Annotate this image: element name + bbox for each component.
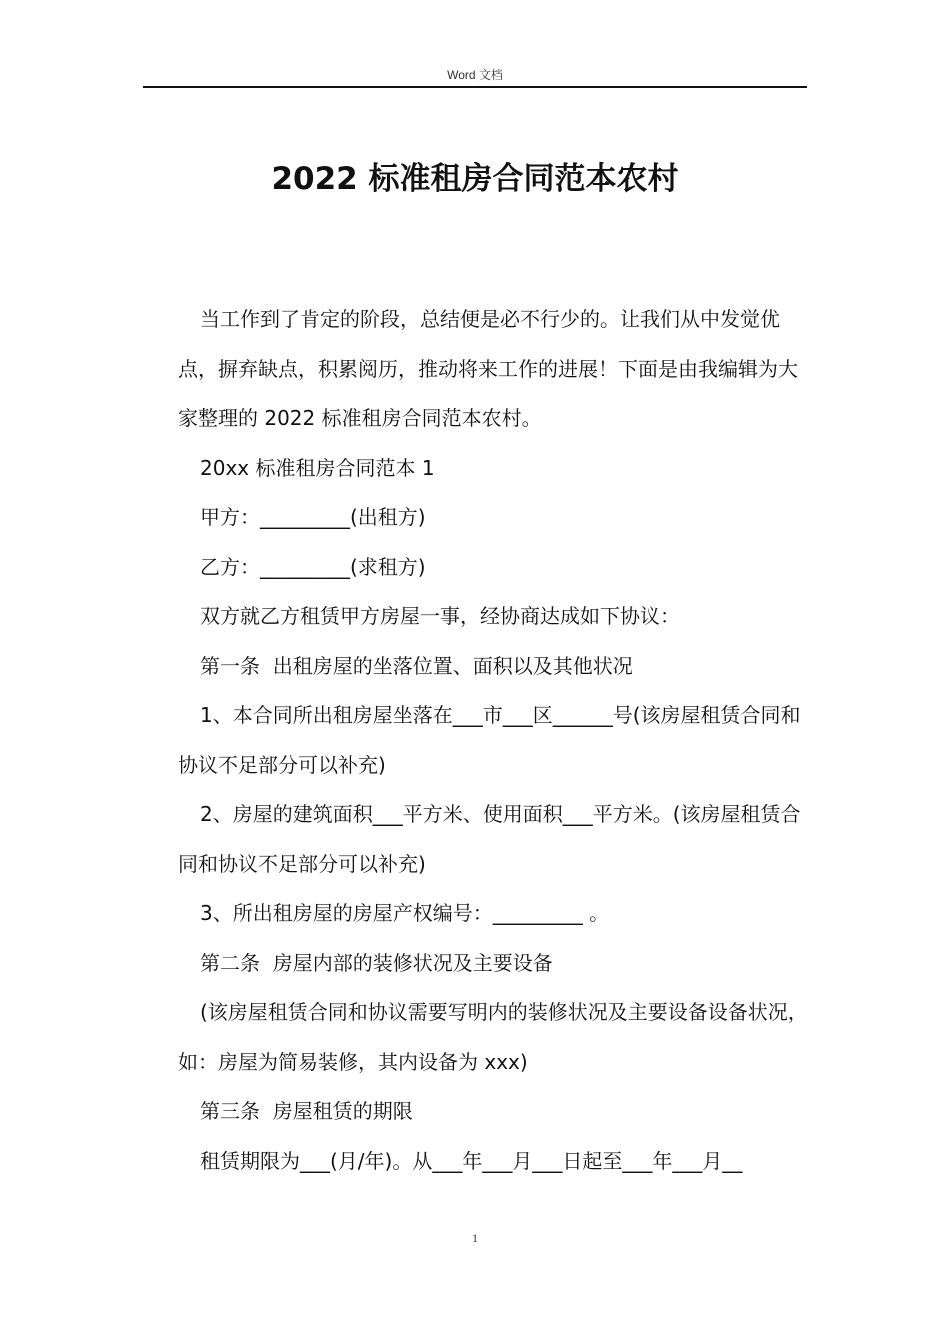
page-header-label: Word 文档 [447,68,503,82]
party-b-line: 乙方：_________(求租方) [200,554,426,579]
article-1-item-2: 2、房屋的建筑面积___平方米、使用面积___平方米。(该房屋租赁合同和协议不足部分可以补充) [178,802,801,876]
article-1-item-3: 3、所出租房屋的房屋产权编号：_________ 。 [200,901,610,925]
article-3-heading: 第三条 房屋租赁的期限 [200,1099,413,1123]
intro-paragraph: 当工作到了肯定的阶段，总结便是必不行少的。让我们从中发觉优点，摒弃缺点，积累阅历，推动将来工作的进展！下面是由我编辑为大家整理的 2022 标准租房合同范本农村。 [178,307,798,430]
article-1-item-1: 1、本合同所出租房屋坐落在___市___区______号(该房屋租赁合同和协议不足部分可以补充) [178,703,801,777]
header-divider [143,86,807,88]
document-body [178,295,810,1186]
contract-subtitle: 20xx 标准租房合同范本 1 [200,455,435,480]
article-1-heading: 第一条 出租房屋的坐落位置、面积以及其他状况 [200,653,633,678]
lease-term-line: 租赁期限为___(月/年)。从___年___月___日起至___年___月__ [200,1148,743,1173]
document-title: 2022 标准租房合同范本农村 [271,161,679,197]
article-2-heading: 第二条 房屋内部的装修状况及主要设备 [200,950,553,975]
article-2-note: (该房屋租赁合同和协议需要写明内的装修状况及主要设备设备状况，如：房屋为简易装修，其内设备为 xxx) [178,1000,808,1074]
agreement-intro: 双方就乙方租赁甲方房屋一事，经协商达成如下协议： [200,604,680,628]
party-a-line: 甲方：_________(出租方) [200,505,426,529]
page-number: 1 [472,1231,478,1245]
